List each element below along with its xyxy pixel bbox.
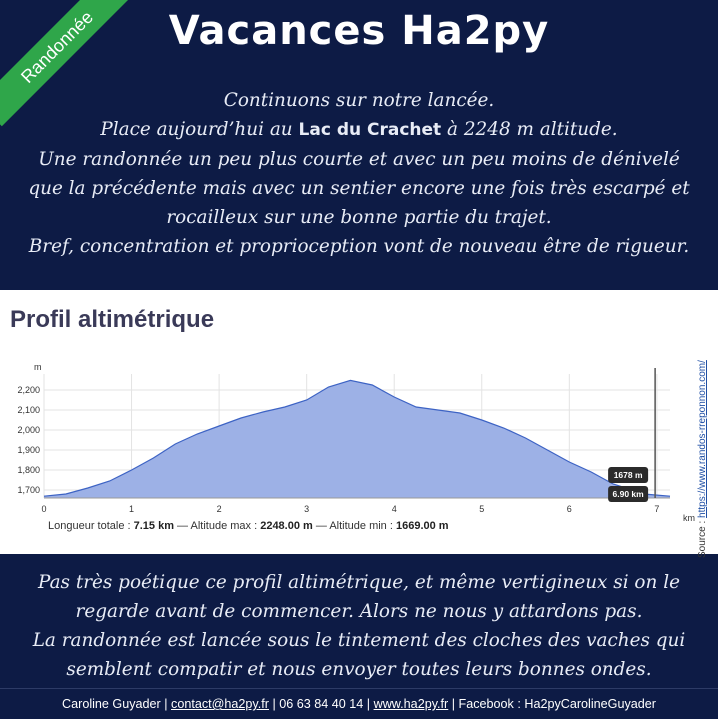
outro-line-2: regarde avant de commencer. Alors ne nous y attardons pas. <box>75 601 643 622</box>
route-summary <box>48 520 449 532</box>
intro-line-6: Bref, concentration et proprioception vont de nouveau être de rigueur. <box>28 236 690 257</box>
source-credit <box>697 318 708 558</box>
y-unit-label: m <box>34 362 42 372</box>
altmin-value: 1669.00 m <box>395 520 449 532</box>
outro-line-1: Pas très poétique ce profil altimétrique, et même vertigineux si on le <box>38 572 680 593</box>
x-tick-label: 4 <box>391 504 397 514</box>
y-tick-label: 2,200 <box>17 385 40 395</box>
footer-sep: | <box>160 697 172 711</box>
y-tick-label: 1,700 <box>17 485 40 495</box>
length-label: Longueur totale : <box>48 520 134 532</box>
intro-line-5: rocailleux sur une bonne partie du trajet. <box>166 207 552 228</box>
elevation-chart <box>0 290 700 554</box>
lake-name: Lac du Crachet <box>298 120 442 140</box>
y-tick-label: 1,800 <box>17 465 40 475</box>
intro-line-1: Continuons sur notre lancée. <box>223 90 495 111</box>
source-link[interactable]: https://www.randos-rreponnon.com/ <box>697 360 708 518</box>
footer-name: Caroline Guyader <box>62 697 161 711</box>
footer-sep: | <box>268 697 280 711</box>
intro-line-2 <box>10 115 708 145</box>
elevation-area <box>44 380 670 498</box>
cursor-altitude-label: 1678 m <box>613 470 643 480</box>
page-title: Vacances Ha2py <box>168 8 550 54</box>
footer-bar <box>0 688 718 719</box>
source-label: Source : <box>697 517 708 558</box>
outro-line-4: semblent compatir et nous envoyer toutes leurs bonnes ondes. <box>66 659 652 680</box>
intro-line-4: que la précédente mais avec un sentier encore une fois très escarpé et <box>28 178 690 199</box>
x-tick-label: 3 <box>304 504 310 514</box>
outro-text <box>10 568 708 684</box>
elevation-profile-panel <box>0 290 718 558</box>
footer-sep: | <box>448 697 459 711</box>
outro-line-3: La randonnée est lancée sous le tintement des cloches des vaches qui <box>32 630 686 651</box>
footer-facebook: Facebook : Ha2pyCarolineGuyader <box>458 697 656 711</box>
x-unit-label: km <box>683 513 695 523</box>
footer-website-link[interactable]: www.ha2py.fr <box>373 697 449 711</box>
x-tick-label: 5 <box>479 504 485 514</box>
ribbon-label: Randonnée <box>16 6 97 87</box>
y-tick-label: 2,000 <box>17 425 40 435</box>
y-tick-label: 2,100 <box>17 405 40 415</box>
altmax-value: 2248.00 m <box>260 520 313 532</box>
x-tick-label: 0 <box>41 504 47 514</box>
footer-phone: 06 63 84 40 14 <box>279 697 364 711</box>
intro-text <box>10 86 708 261</box>
cursor-distance-label: 6.90 km <box>612 489 644 499</box>
altmin-label: — Altitude min : <box>312 520 396 532</box>
footer-email-link[interactable]: contact@ha2py.fr <box>171 697 269 711</box>
x-tick-label: 2 <box>216 504 222 514</box>
x-tick-label: 1 <box>129 504 135 514</box>
altmax-label: — Altitude max : <box>174 520 261 532</box>
footer-sep: | <box>363 697 374 711</box>
intro-line-2-start: Place aujourd’hui au <box>100 119 299 140</box>
x-tick-label: 6 <box>566 504 572 514</box>
x-tick-label: 7 <box>654 504 660 514</box>
y-tick-label: 1,900 <box>17 445 40 455</box>
length-value: 7.15 km <box>133 520 174 532</box>
header-section <box>0 0 718 290</box>
intro-line-2-end: à 2248 m altitude. <box>441 119 618 140</box>
intro-line-3: Une randonnée un peu plus courte et avec un peu moins de dénivelé <box>38 149 680 170</box>
chart-title: Profil altimétrique <box>10 306 215 333</box>
